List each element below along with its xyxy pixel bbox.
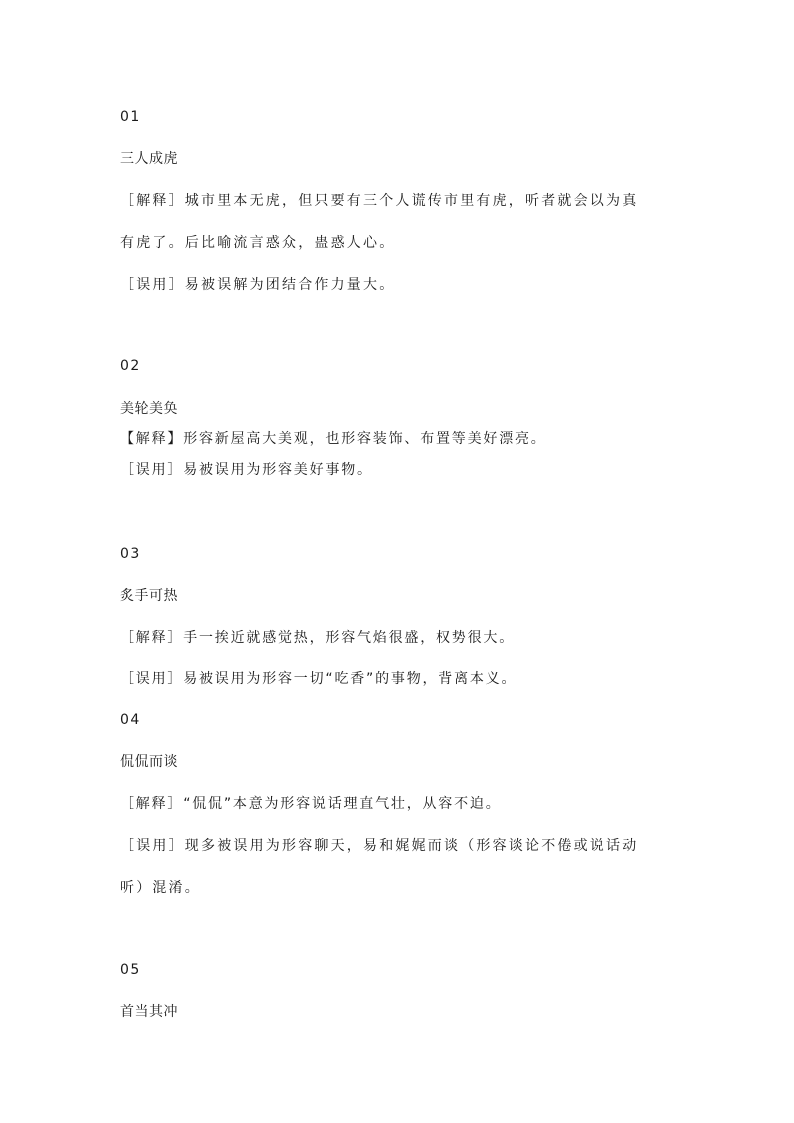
explanation-line: ［解释］城市里本无虎，但只要有三个人谎传市里有虎，听者就会以为真 [120, 193, 639, 209]
misuse-line: ［误用］现多被误用为形容聊天，易和娓娓而谈（形容谈论不倦或说话动 [120, 838, 639, 854]
idiom-title: 首当其冲 [120, 1004, 178, 1020]
explanation-line: ［解释］手一挨近就感觉热，形容气焰很盛，权势很大。 [120, 630, 515, 646]
idiom-title: 三人成虎 [120, 151, 178, 167]
misuse-line: ［误用］易被误用为形容美好事物。 [120, 462, 373, 478]
section-number: 05 [120, 962, 141, 978]
misuse-line: 听）混淆。 [120, 880, 201, 896]
section-number: 02 [120, 358, 141, 374]
explanation-line: 【解释】形容新屋高大美观，也形容装饰、布置等美好漂亮。 [120, 431, 547, 447]
section-number: 01 [120, 109, 141, 125]
explanation-line: 有虎了。后比喻流言惑众，蛊惑人心。 [120, 235, 396, 251]
idiom-title: 美轮美奂 [120, 401, 178, 417]
misuse-line: ［误用］易被误解为团结合作力量大。 [120, 277, 396, 293]
section-number: 03 [120, 546, 141, 562]
idiom-title: 侃侃而谈 [120, 754, 178, 770]
misuse-line: ［误用］易被误用为形容一切“吃香”的事物，背离本义。 [120, 671, 518, 687]
explanation-line: ［解释］“侃侃”本意为形容说话理直气壮，从容不迫。 [120, 796, 502, 812]
section-number: 04 [120, 712, 141, 728]
idiom-title: 炙手可热 [120, 588, 178, 604]
